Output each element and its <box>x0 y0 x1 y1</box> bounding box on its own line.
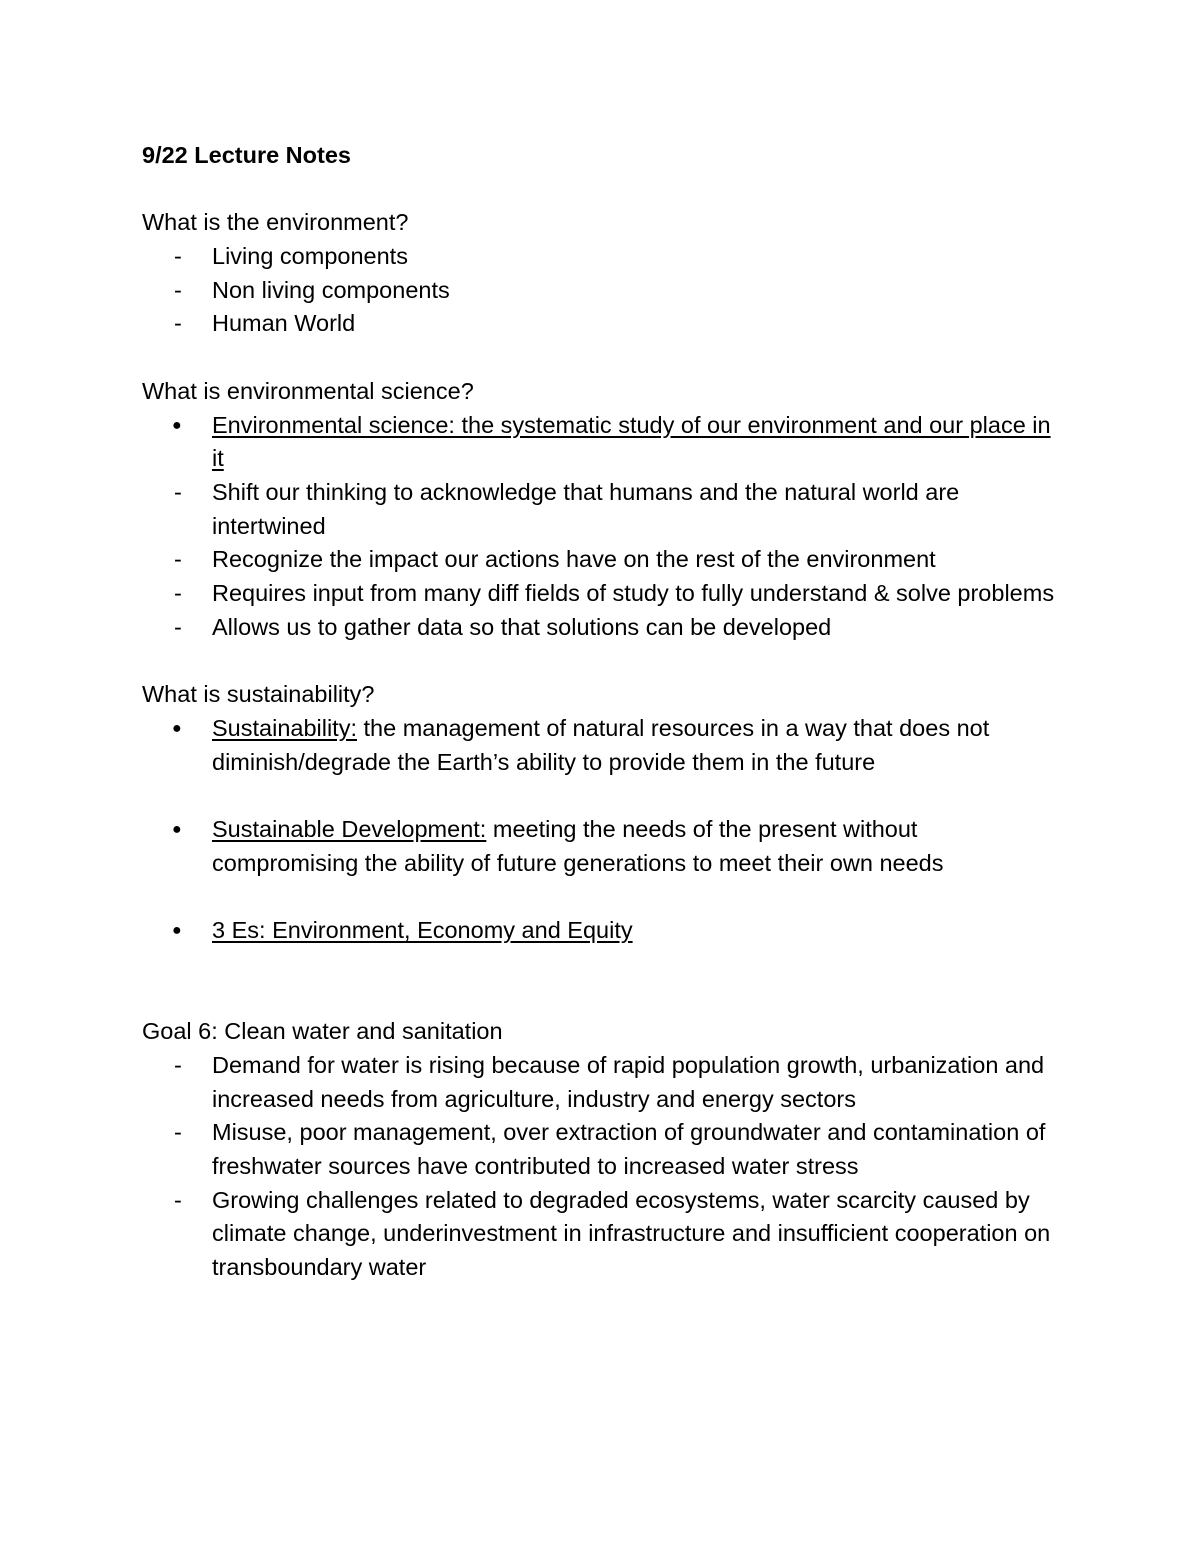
goal-6-list <box>142 1049 1062 1285</box>
definition-term: Sustainable Development: <box>212 815 487 842</box>
list-item <box>142 611 1062 645</box>
section-heading-environment: What is the environment? <box>142 209 409 236</box>
list-item <box>142 274 1062 308</box>
dash-marker: - <box>174 580 182 607</box>
list-item-text: Allows us to gather data so that solutions can be developed <box>212 613 832 640</box>
section-heading-environmental-science: What is environmental science? <box>142 377 474 404</box>
bullet-marker: ● <box>172 416 182 434</box>
list-item-text: Shift our thinking to acknowledge that humans and the natural world are intertwined <box>212 478 960 539</box>
definition-text: meeting the needs of the present without compromising the ability of future generations to meet their own needs <box>212 815 944 876</box>
dash-marker: - <box>174 478 182 505</box>
list-item <box>142 409 1062 476</box>
definition-term: Environmental science: the systematic study of our environment and our place in it <box>212 411 1051 472</box>
list-spacer <box>142 880 1062 914</box>
page-title: 9/22 Lecture Notes <box>142 142 351 168</box>
list-item <box>142 712 1062 779</box>
list-item <box>142 577 1062 611</box>
dash-marker: - <box>174 1051 182 1078</box>
list-item-text: Misuse, poor management, over extraction of groundwater and contamination of freshwater sources have contributed to increased water stress <box>212 1119 1046 1179</box>
document-body <box>142 139 1062 1285</box>
dash-marker: - <box>174 276 182 303</box>
list-item <box>142 476 1062 543</box>
dash-marker: - <box>174 546 182 573</box>
definition-text: the management of natural resources in a way that does not diminish/degrade the Earth’s ability to provide them in the future <box>212 714 990 775</box>
sustainability-list <box>142 712 1062 948</box>
dash-marker: - <box>174 1119 182 1146</box>
list-item-text: Living components <box>212 243 408 270</box>
section-heading-sustainability: What is sustainability? <box>142 681 375 708</box>
list-item-text: Recognize the impact our actions have on the rest of the environment <box>212 546 936 573</box>
bullet-marker: ● <box>172 820 182 838</box>
section-heading-goal-6: Goal 6: Clean water and sanitation <box>142 1018 503 1045</box>
spacer <box>142 948 1062 1015</box>
spacer <box>142 645 1062 679</box>
list-item <box>142 1184 1062 1285</box>
list-item-text: Demand for water is rising because of rapid population growth, urbanization and increased needs from agriculture, industry and energy sectors <box>212 1051 1045 1112</box>
spacer <box>142 341 1062 375</box>
dash-marker: - <box>174 310 182 337</box>
dash-marker: - <box>174 243 182 270</box>
list-item <box>142 307 1062 341</box>
list-item <box>142 813 1062 880</box>
spacer <box>142 173 1062 207</box>
dash-marker: - <box>174 613 182 640</box>
list-item-text: Requires input from many diff fields of study to fully understand & solve problems <box>212 580 1055 607</box>
list-item <box>142 1116 1062 1183</box>
list-item <box>142 1049 1062 1116</box>
bullet-marker: ● <box>172 719 182 737</box>
bullet-marker: ● <box>172 922 182 940</box>
list-item-text: Human World <box>212 310 356 337</box>
dash-marker: - <box>174 1186 182 1213</box>
definition-term: Sustainability: <box>212 714 357 741</box>
list-item <box>142 240 1062 274</box>
list-item-text: Non living components <box>212 276 450 303</box>
list-spacer <box>142 779 1062 813</box>
environment-list <box>142 240 1062 341</box>
list-item-text: Growing challenges related to degraded ecosystems, water scarcity caused by climate change, underinvestment in infrastructure and insufficient cooperation on transboundary water <box>212 1186 1051 1281</box>
definition-term: 3 Es: Environment, Economy and Equity <box>212 917 633 944</box>
list-item <box>142 543 1062 577</box>
list-item <box>142 914 1062 948</box>
environmental-science-list <box>142 409 1062 645</box>
